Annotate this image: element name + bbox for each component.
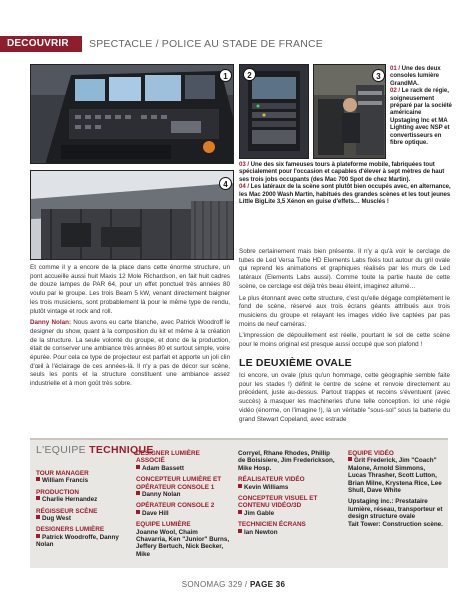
- caption-2-text: Le rack de régie, soigneusement préparé par la société américaine Upstaging Inc et MA Lighting avec NSP et convertisseurs en fibre optique.: [390, 87, 452, 147]
- speaker-name: Danny Nolan:: [30, 319, 72, 327]
- role: TOUR MANAGER: [36, 470, 89, 477]
- people: Kevin Williams: [238, 484, 338, 491]
- caption-3-text: Une des six fameuses tours à plateforme mobile, fabriquées tout spécialement pour l'occasion et capables d'élever à sept mètres de haut ses trois jobs occupants (des Mac 700 Spot de chez Martin).: [239, 161, 445, 183]
- left-paragraph-2: [30, 319, 230, 389]
- people: Danny Nolan: [136, 491, 230, 498]
- page-header: [0, 36, 467, 52]
- section-tag: DECOUVRIR: [0, 36, 82, 52]
- caption-1-text: Une des deux consoles lumière GrandMA.: [390, 65, 441, 87]
- caption-block-2: [239, 161, 451, 205]
- article-right-column-bottom: [239, 372, 450, 427]
- people: Dug West: [36, 515, 128, 522]
- caption-2-num: 02 /: [390, 87, 400, 95]
- photo-1: [30, 64, 234, 164]
- photo-badge-1: 1: [219, 69, 232, 82]
- lighting-console-photo: [31, 65, 234, 164]
- role: CONCEPTEUR LUMIÈRE ET OPÉRATEUR CONSOLE 1: [136, 476, 222, 491]
- photo-3: [313, 64, 386, 159]
- team-title-b: TECHNIQUE: [89, 444, 154, 456]
- stadium-structure-photo: [31, 171, 234, 260]
- caption-block-1: [390, 65, 452, 146]
- section-heading: LE DEUXIÈME OVALE: [239, 357, 352, 369]
- provider-note: Upstaging inc.: Prestataire lumière, réseau, transporteur et design structure ovale Tait Tower: Construction scène.: [348, 498, 443, 528]
- people: Grit Frederick, Jim "Coach" Malone, Arnold Simmons, Lucas Thrasher, Scott Lutton, Brian Milne, Krystena Rice, Lee Shull, Dave White: [348, 457, 442, 495]
- role: CONCEPTEUR VISUEL ET CONTENU VIDÉO/3D: [238, 495, 318, 510]
- right-paragraph-1: Sobre certainement mais bien présente. Il n'y a qu'à voir le cerclage de tubes de Led Versa Tube HD Elements Labs fixés tout autour du gril ovale qui reprend les animations et graphiques réalisés par les murs de Led latéraux (Elements Labs aussi). Comme toute la partie haute de cette scène, ce cerclage est déjà très beau éteint, imaginez allumé…: [239, 248, 450, 290]
- role: PRODUCTION: [36, 488, 79, 496]
- page-number: PAGE 36: [249, 580, 286, 589]
- people: Corryel, Rhane Rhodes, Phillip de Boisisiere, Jim Frederickson, Mike Hosp.: [238, 450, 335, 472]
- people: Dave Hill: [136, 510, 230, 517]
- photo-badge-3: 3: [372, 69, 385, 82]
- caption-4-num: 04 /: [239, 183, 249, 191]
- people: Joanne Wool, Chaim Chavarria, Ken "Junior" Burns, Jeffery Bertuch, Nick Becker, Mike: [136, 528, 230, 558]
- people: Adam Bassett: [136, 465, 230, 472]
- caption-1-num: 01 /: [390, 65, 400, 72]
- article-left-column: [30, 264, 230, 392]
- team-box: [30, 438, 448, 568]
- caption-4-text: Les latéraux de la scène sont plutôt bien occupés avec, en alternance, les Mac 2000 Wash Martin, habitués des grandes scènes et les tout jeunes Little BigLite 3,5 Xénon en guise d'effets… Musclés !: [239, 183, 451, 206]
- team-col-4: [348, 450, 444, 532]
- people: Jim Gable: [238, 510, 338, 517]
- team-col-2: [136, 450, 230, 562]
- people: Patrick Woodroffe, Danny Nolan: [36, 533, 119, 549]
- left-paragraph-2-text: Nous avons eu carte blanche, avec Patrick Woodroff le designer du show, quant à la composition du kit et même à la création de la structure. La seule volonté du groupe, et donc de la production, était de conserver une ambiance très années 80 et surtout simple, voire épurée. Pour cela ce type de projecteur est parfait et apporte un joli clin d'œil à l'éclairage de ces années-là. Il n'y a pas de décor sur scène, seuls les ponts et la structure constituent une ambiance assez industrielle et à mon goût très sobre.: [30, 319, 230, 388]
- photo-badge-2: 2: [243, 68, 256, 81]
- team-col-1: [36, 470, 128, 553]
- role: OPÉRATEUR CONSOLE 2: [136, 502, 215, 510]
- caption-3-num: 03 /: [239, 161, 249, 168]
- team-title-a: L'EQUIPE: [36, 444, 86, 456]
- right-paragraph-3: L'impression de dépouillement est réelle, pourtant le sol de cette scène pour le moins original est presque aussi occupé que son plafond !: [239, 332, 450, 349]
- footer-separator: /: [242, 580, 250, 589]
- role: RÉALISATEUR VIDÉO: [238, 476, 305, 484]
- role: TECHNICIEN ÉCRANS: [238, 521, 306, 529]
- team-col-3: [238, 450, 338, 540]
- magazine-name: SONOMAG 329: [181, 580, 243, 589]
- photo-4: [30, 170, 234, 260]
- people: William Francis: [36, 477, 128, 484]
- page-footer: [0, 580, 467, 589]
- photo-badge-4: 4: [219, 177, 232, 190]
- right-paragraph-4: Ici encore, un ovale (plus qu'un hommage, cette géographie semble faite pour les stades !) définit le centre de scène et renvoie directement au précédent, juste au-dessus. Partout trappes et recoins s'éventuent (avec succès) à masquer les machineries d'une telle conception. Ici une régie vidéo (énorme, on l'imagine !), là un véritable "sous-sol" sous la batterie du grand Stewart Copeland, avec estrade: [239, 372, 450, 423]
- role: DESIGNER LUMIÈRE ASSOCIÉ: [136, 450, 200, 465]
- role: EQUIPE LUMIÈRE: [136, 521, 191, 529]
- right-paragraph-2: Le plus étonnant avec cette structure, c'est qu'elle dégage complètement le fond de scène, réservé aux trois écrans géants attribués aux trois musiciens du groupe et relayant les images vidéo live captées par pas moins de neuf caméras.: [239, 294, 450, 328]
- article-right-column-top: [239, 248, 450, 353]
- photo-2: [239, 64, 309, 159]
- role: RÉGISSEUR SCÈNE: [36, 507, 98, 515]
- role: EQUIPE VIDÉO: [348, 450, 394, 457]
- article-title: SPECTACLE / POLICE AU STADE DE FRANCE: [89, 38, 323, 50]
- left-paragraph-1: Et comme il y a encore de la place dans cette énorme structure, un pont accueille aussi huit Maxis 12 Mole Richardson, en fait huit cadres de douze lampes de PAR 64, pour un effet ponctuel très années 80 voulu par le groupe. Les trois Beam 5 kW, venant directement baigner les trois musiciens, sont probablement là pour le même type de rendu, plutôt vintage et rock and roll.: [30, 264, 230, 315]
- people: Ian Newton: [238, 529, 338, 536]
- people: Charlie Hernandez: [36, 496, 128, 503]
- role: DESIGNERS LUMIÈRE: [36, 526, 105, 534]
